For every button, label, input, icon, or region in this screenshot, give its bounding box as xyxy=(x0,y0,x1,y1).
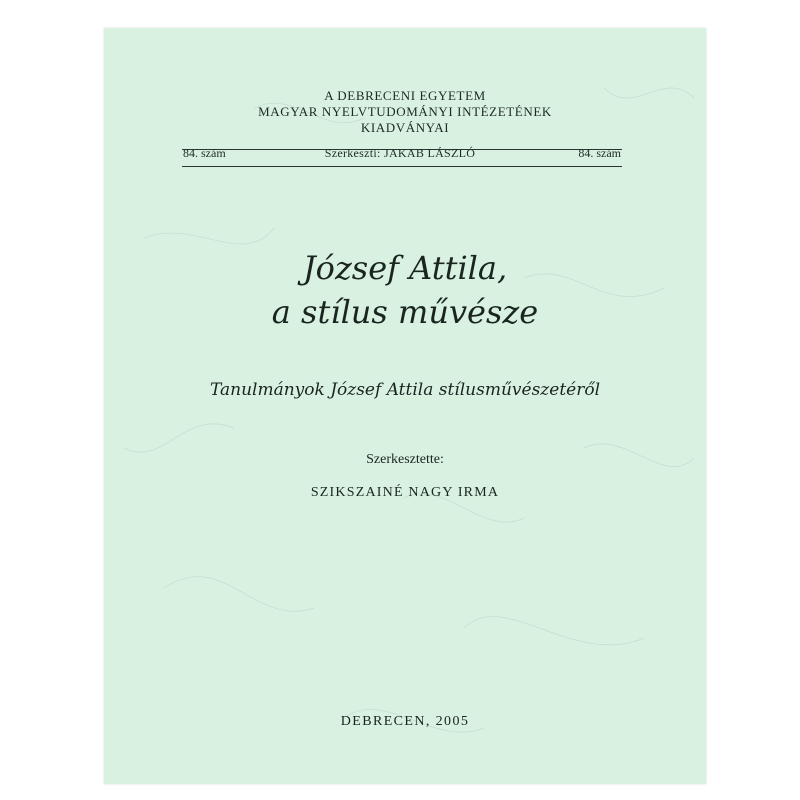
book-cover xyxy=(104,28,706,784)
series-bar xyxy=(179,146,621,166)
series-number-left: 84. szám xyxy=(183,146,226,160)
series-number-right: 84. szám xyxy=(578,146,621,160)
book-subtitle: Tanulmányok József Attila stílusművészetéről xyxy=(209,380,601,400)
paper-fiber-texture xyxy=(104,28,706,784)
series-header xyxy=(104,88,706,136)
title-line-2: a stílus művésze xyxy=(271,293,539,331)
series-line-1: A DEBRECENI EGYETEM xyxy=(324,88,486,103)
series-line-2: MAGYAR NYELVTUDOMÁNYI INTÉZETÉNEK xyxy=(258,104,552,119)
edited-by-label: Szerkesztette: xyxy=(366,452,444,467)
title-line-1: József Attila, xyxy=(302,249,508,287)
series-bottom-rule xyxy=(182,166,622,167)
series-editor: Szerkeszti: JAKAB LÁSZLÓ xyxy=(324,146,476,160)
book-title xyxy=(104,246,706,334)
editor-name: SZIKSZAINÉ NAGY IRMA xyxy=(310,485,500,500)
imprint: DEBRECEN, 2005 xyxy=(340,714,470,729)
series-line-3: KIADVÁNYAI xyxy=(360,120,450,135)
